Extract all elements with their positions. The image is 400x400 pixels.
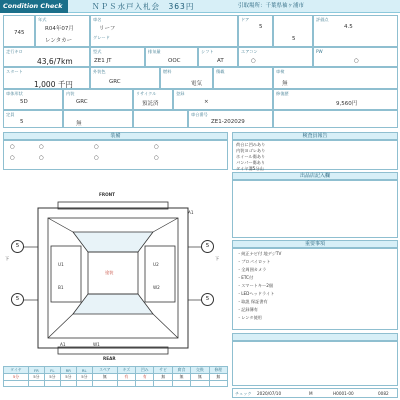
registration-cell: [173, 89, 273, 110]
aircon-label: エアコン: [241, 49, 258, 54]
grade-label: グレード: [93, 35, 110, 40]
footer-cell: サビ: [154, 367, 172, 374]
model-value: ZE1 JT: [94, 58, 112, 64]
inspector-note: 内装ヨゴレあり: [236, 148, 266, 153]
usage-value: レンタカー: [45, 38, 73, 44]
important-note: ・スマートキー2個: [237, 283, 274, 288]
marker-a2: A1: [60, 342, 66, 347]
wheel-fl: 5: [11, 240, 24, 253]
footer-cell: [60, 381, 76, 387]
important-note: ・記録簿有: [237, 307, 258, 312]
form-cell: [3, 89, 63, 110]
footer-cell: [209, 381, 227, 387]
interior-label: 内装: [66, 91, 75, 96]
important-note: ・取説 保証書有: [237, 299, 268, 304]
footer-cell: タイヤ: [4, 367, 29, 374]
mileage-cell: [3, 47, 90, 67]
footer-cell: [76, 381, 92, 387]
footer-cell: 5分: [44, 374, 60, 381]
grade-score-value: 4.5: [344, 24, 353, 30]
footer-cell: 無: [191, 374, 209, 381]
tire-right-label: 下: [215, 256, 220, 261]
footer-cell: [172, 381, 190, 387]
capacity-cell: [213, 67, 273, 89]
recycle-label: リサイクル: [136, 91, 157, 96]
footer-cell: [191, 381, 209, 387]
important-note: ・ETC付: [237, 275, 254, 280]
history-label: 修復歴: [276, 91, 289, 96]
footer-cell: [28, 381, 44, 387]
displacement-label: 排気量: [148, 49, 161, 54]
extra-panel: [232, 341, 398, 386]
footer-cell: 有: [136, 374, 154, 381]
registration-label: 登録: [176, 91, 185, 96]
important-note: ・純正ナビ付 地デジTV: [237, 251, 282, 256]
seller-notes-head: 出品店記入欄: [232, 172, 398, 180]
footer-cell: [136, 381, 154, 387]
recycle-cell: [133, 89, 173, 110]
sub-value: 5: [292, 36, 296, 42]
auction-title: ＮＰＳ水戸入札会 363円: [92, 2, 195, 11]
color-label: 外装色: [93, 69, 106, 74]
color-cell: [90, 67, 160, 89]
footer-cell: RL: [76, 367, 92, 374]
registration-value: ×: [204, 99, 209, 105]
equipment-item: ○: [10, 155, 15, 161]
important-note: ・全周囲カメラ: [237, 267, 267, 272]
capacity-label: 積載: [216, 69, 225, 74]
sub-cell: [273, 15, 313, 47]
footer-cell: キズ: [117, 367, 135, 374]
important-notes-head: 重要事項: [232, 240, 398, 248]
sub-mid-value: OOC: [168, 58, 181, 64]
brand-label: Condition Check: [0, 0, 68, 13]
car-name-label: 車名: [93, 17, 102, 22]
equipment-item: ○: [39, 155, 44, 161]
pw-label: PW: [316, 49, 323, 54]
footer-cell: 5分: [60, 374, 76, 381]
footer-strip: [232, 388, 398, 398]
year-value: R04年07月: [45, 26, 74, 32]
equipment-panel: [3, 140, 228, 170]
footer-cell: FL: [44, 367, 60, 374]
body-color-cell: [63, 89, 133, 110]
seats-cell: [3, 110, 63, 128]
model-label: 型式: [93, 49, 102, 54]
start-price-value: 1,000 千円: [34, 80, 73, 89]
footer-cell: スペア: [92, 367, 117, 374]
footer-cell: FR: [28, 367, 44, 374]
equipment-item: ○: [154, 155, 159, 161]
inspector-note: ホイール傷あり: [236, 154, 266, 159]
lot-code: H0001-00: [333, 391, 354, 396]
important-notes-panel: [232, 248, 398, 330]
engine-number: ZE1-202029: [211, 119, 245, 125]
footer-cell: [154, 381, 172, 387]
shift-cell: [198, 47, 238, 67]
chassis-diagram: [3, 190, 228, 362]
inspection-cell: [273, 67, 398, 89]
grade-score-cell: [313, 15, 398, 47]
important-note: ・プロパイロット: [237, 259, 271, 264]
mileage-value: 43,6/7km: [37, 57, 73, 66]
year-cell: [35, 15, 90, 47]
footer-table: [3, 366, 228, 387]
inspector-note: バンパー傷あり: [236, 160, 266, 165]
footer-header-row: [4, 367, 228, 374]
equipment-head: 装備: [3, 132, 228, 140]
start-price-cell: [3, 67, 90, 89]
footer-cell: [4, 381, 29, 387]
marker-b1: B1: [58, 285, 64, 290]
footer-cell: 無: [209, 374, 227, 381]
displacement-cell: [145, 47, 198, 67]
car-name-value: リーフ: [99, 26, 116, 32]
wheel-rr: 5: [201, 293, 214, 306]
model-cell: [90, 47, 145, 67]
recycle-amount: 9,560円: [336, 101, 358, 107]
history-cell: [63, 110, 133, 128]
fuel-value: 電気: [191, 81, 203, 87]
inspector-notes-panel: [232, 140, 398, 170]
footer-cell: 無: [92, 374, 117, 381]
wheel-rl: 5: [11, 293, 24, 306]
footer-cell: 5分: [76, 374, 92, 381]
lot-number-cell: [3, 15, 35, 47]
inspection-value: 無: [282, 81, 288, 87]
aircon-cell: [238, 47, 313, 67]
fuel-label: 燃料: [163, 69, 172, 74]
doors-label: ドア: [241, 17, 250, 22]
footer-cell: 交換: [191, 367, 209, 374]
wheel-fr: 5: [201, 240, 214, 253]
engine-cell: [133, 110, 188, 128]
history-value: 無: [76, 121, 82, 127]
footer-cell: 有: [117, 374, 135, 381]
serial-code: 0082: [378, 391, 389, 396]
equipment-item: ○: [94, 144, 99, 150]
year-label: 年式: [38, 17, 47, 22]
date-label: チェック: [235, 391, 252, 396]
footer-cell: 無: [172, 374, 190, 381]
footer-blank-row: [4, 381, 228, 387]
equipment-item: ○: [154, 144, 159, 150]
footer-cell: [44, 381, 60, 387]
fuel-cell: [160, 67, 213, 89]
front-label: FRONT: [99, 192, 116, 197]
car-name-cell: [90, 15, 238, 47]
equipment-item: ○: [10, 144, 15, 150]
pw-value: ○: [354, 58, 359, 64]
doors-value: 5: [259, 24, 263, 30]
inspection-label: 車検: [276, 69, 285, 74]
tire-left-label: 下: [5, 256, 10, 261]
footer-value-row: [4, 374, 228, 381]
engine-label: 車台番号: [191, 112, 208, 117]
aircon-value: ○: [251, 58, 256, 64]
footer-cell: RR: [60, 367, 76, 374]
doors-cell: [238, 15, 273, 47]
pw-cell: [313, 47, 398, 67]
chassis-svg: [3, 190, 228, 362]
footer-cell: 無: [154, 374, 172, 381]
equipment-item: ○: [94, 155, 99, 161]
color-value: GRC: [109, 79, 121, 85]
footer-cell: 5分: [28, 374, 44, 381]
marker-a1: A1: [188, 210, 194, 215]
footer-cell: 腐食: [172, 367, 190, 374]
rear-label: REAR: [103, 356, 116, 361]
marker-w2: W2: [153, 285, 160, 290]
seats-value: 5: [20, 119, 24, 125]
important-note: ・LEDヘッドライト: [237, 291, 275, 296]
start-price-label: スタート: [6, 69, 23, 74]
engine-number-cell: [188, 110, 273, 128]
center-label: 塗装: [105, 270, 114, 275]
footer-cell: 修理: [209, 367, 227, 374]
checker: M: [309, 391, 313, 396]
footer-cell: [117, 381, 135, 387]
recycle-status: 預託済: [142, 101, 159, 107]
extra-head: [232, 333, 398, 341]
important-note: ・レンタ使用: [237, 315, 262, 320]
inspector-note: 荷台に凹みあり: [236, 142, 266, 147]
recycle-amount-cell: [273, 89, 398, 110]
lot-prefix: 745: [14, 30, 25, 36]
footer-cell: [92, 381, 117, 387]
shift-value: AT: [217, 58, 224, 64]
seller-notes-panel: [232, 180, 398, 238]
footer-cell: 凹み: [136, 367, 154, 374]
body-color-value: GRC: [76, 99, 88, 105]
shift-label: シフト: [201, 49, 214, 54]
grade-score-label: 評価点: [316, 17, 329, 22]
footer-cell: 5分: [4, 374, 29, 381]
blank-cell: [273, 110, 398, 128]
seats-label: 定員: [6, 112, 15, 117]
pickup-location: 引取場所：千葉県袖ヶ浦市: [238, 3, 305, 9]
marker-w1: W1: [93, 342, 100, 347]
inspector-notes-head: 検査員報告: [232, 132, 398, 140]
equipment-item: ○: [39, 144, 44, 150]
check-date: 2020/07/10: [257, 391, 282, 396]
mileage-label: 走行キロ: [6, 49, 23, 54]
marker-u2: U2: [153, 262, 159, 267]
form-label: 車体形状: [6, 91, 23, 96]
inspector-note: タイヤ溝5分山: [236, 166, 264, 171]
marker-u1: U1: [58, 262, 64, 267]
form-value: 5D: [20, 99, 28, 105]
